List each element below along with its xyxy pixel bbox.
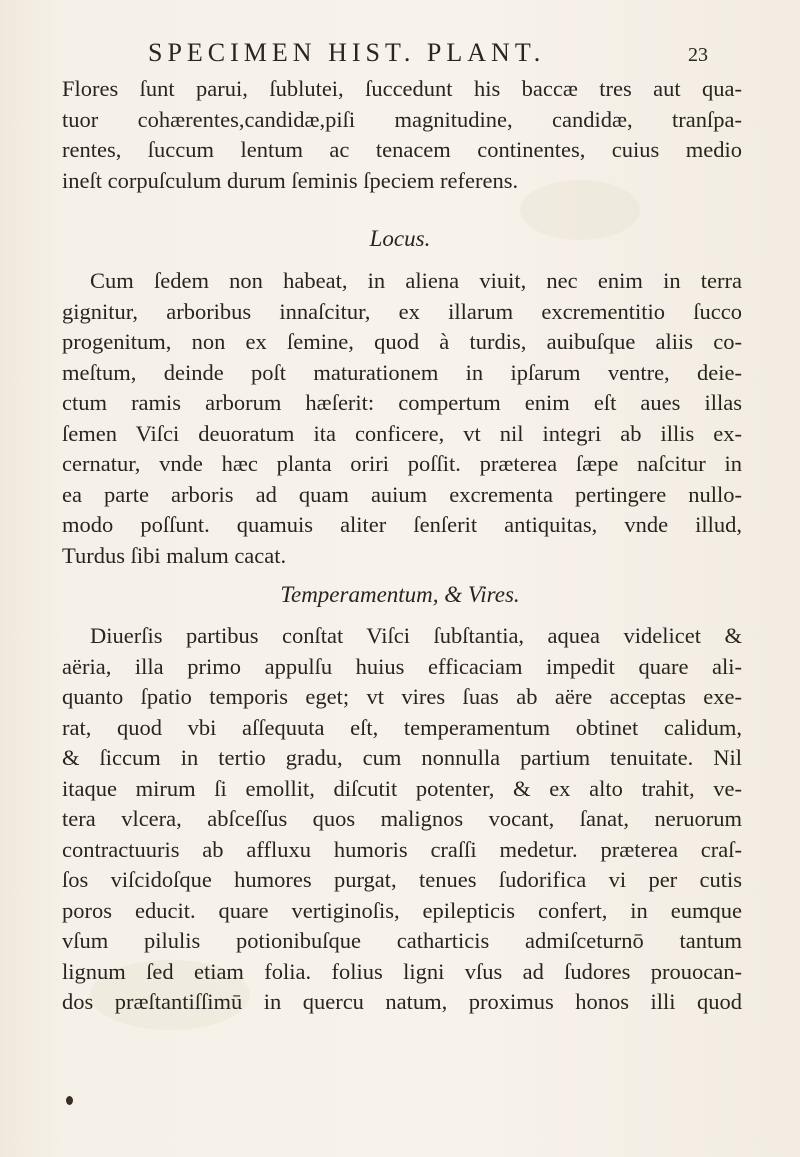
ink-blot bbox=[66, 1096, 73, 1105]
text-line: Flores ſunt parui, ſublutei, ſuccedunt his baccæ tres aut qua- bbox=[62, 76, 742, 101]
paragraph-flores bbox=[62, 74, 742, 196]
text-line: ea parte arboris ad quam auium excrementa pertingere nullo- bbox=[62, 481, 742, 507]
section-heading-locus: Locus. bbox=[369, 226, 431, 251]
text-line: Cum ſedem non habeat, in aliena viuit, nec enim in terra bbox=[90, 268, 742, 293]
text-line: aëria, illa primo appulſu huius efficaciam impedit quare ali- bbox=[62, 653, 742, 679]
paragraph-temperamentum bbox=[62, 621, 742, 1018]
section-heading-temperamentum: Temperamentum, & Vires. bbox=[280, 582, 520, 607]
text-line: quanto ſpatio temporis eget; vt vires ſuas ab aëre acceptas exe- bbox=[62, 684, 742, 709]
page-number: 23 bbox=[688, 44, 708, 66]
text-line: Diuerſis partibus conſtat Viſci ſubſtantia, aquea videlicet & bbox=[90, 623, 742, 648]
text-line: Turdus ſibi malum cacat. bbox=[62, 542, 287, 568]
text-line: vſum pilulis potionibuſque catharticis admiſceturnō tantum bbox=[62, 928, 742, 953]
text-line: itaque mirum ſi emollit, diſcutit potenter, & ex alto trahit, ve- bbox=[62, 775, 742, 801]
text-line: rat, quod vbi aſſequuta eſt, temperamentum obtinet calidum, bbox=[62, 714, 742, 740]
running-head bbox=[148, 38, 708, 72]
text-line: modo poſſunt. quamuis aliter ſenſerit antiquitas, vnde illud, bbox=[62, 512, 742, 537]
running-title: SPECIMEN HIST. PLANT. bbox=[148, 38, 546, 67]
text-line: dos præſtantiſſimū in quercu natum, proximus honos illi quod bbox=[62, 989, 742, 1014]
text-line: gignitur, arboribus innaſcitur, ex illarum excrementitio ſucco bbox=[62, 298, 742, 324]
paragraph-locus bbox=[62, 266, 742, 571]
text-line: progenitum, non ex ſemine, quod à turdis, auibuſque aliis co- bbox=[62, 329, 742, 354]
text-line: & ſiccum in tertio gradu, cum nonnulla partium tenuitate. Nil bbox=[62, 745, 742, 770]
text-line: ctum ramis arborum hæſerit: compertum enim eſt aues illas bbox=[62, 390, 742, 415]
text-line: ineſt corpuſculum durum ſeminis ſpeciem referens. bbox=[62, 167, 519, 193]
text-line: lignum ſed etiam folia. folius ligni vſus ad ſudores prouocan- bbox=[62, 958, 742, 984]
text-line: ſos viſcidoſque humores purgat, tenues ſudorifica vi per cutis bbox=[62, 867, 742, 892]
text-line: tuor cohærentes,candidæ,piſi magnitudine, candidæ, tranſpa- bbox=[62, 106, 742, 132]
text-line: poros educit. quare vertiginoſis, epilepticis confert, in eumque bbox=[62, 897, 742, 923]
text-line: ſemen Viſci deuoratum ita conficere, vt nil integri ab illis ex- bbox=[62, 420, 742, 446]
text-line: rentes, ſuccum lentum ac tenacem continentes, cuius medio bbox=[62, 137, 742, 162]
text-line: cernatur, vnde hæc planta oriri poſſit. præterea ſæpe naſcitur in bbox=[62, 451, 742, 476]
text-line: contractuuris ab affluxu humoris craſſi medetur. præterea craſ- bbox=[62, 836, 742, 862]
text-line: meſtum, deinde poſt maturationem in ipſarum ventre, deie- bbox=[62, 359, 742, 385]
text-line: tera vlcera, abſceſſus quos malignos vocant, ſanat, neruorum bbox=[62, 806, 742, 831]
